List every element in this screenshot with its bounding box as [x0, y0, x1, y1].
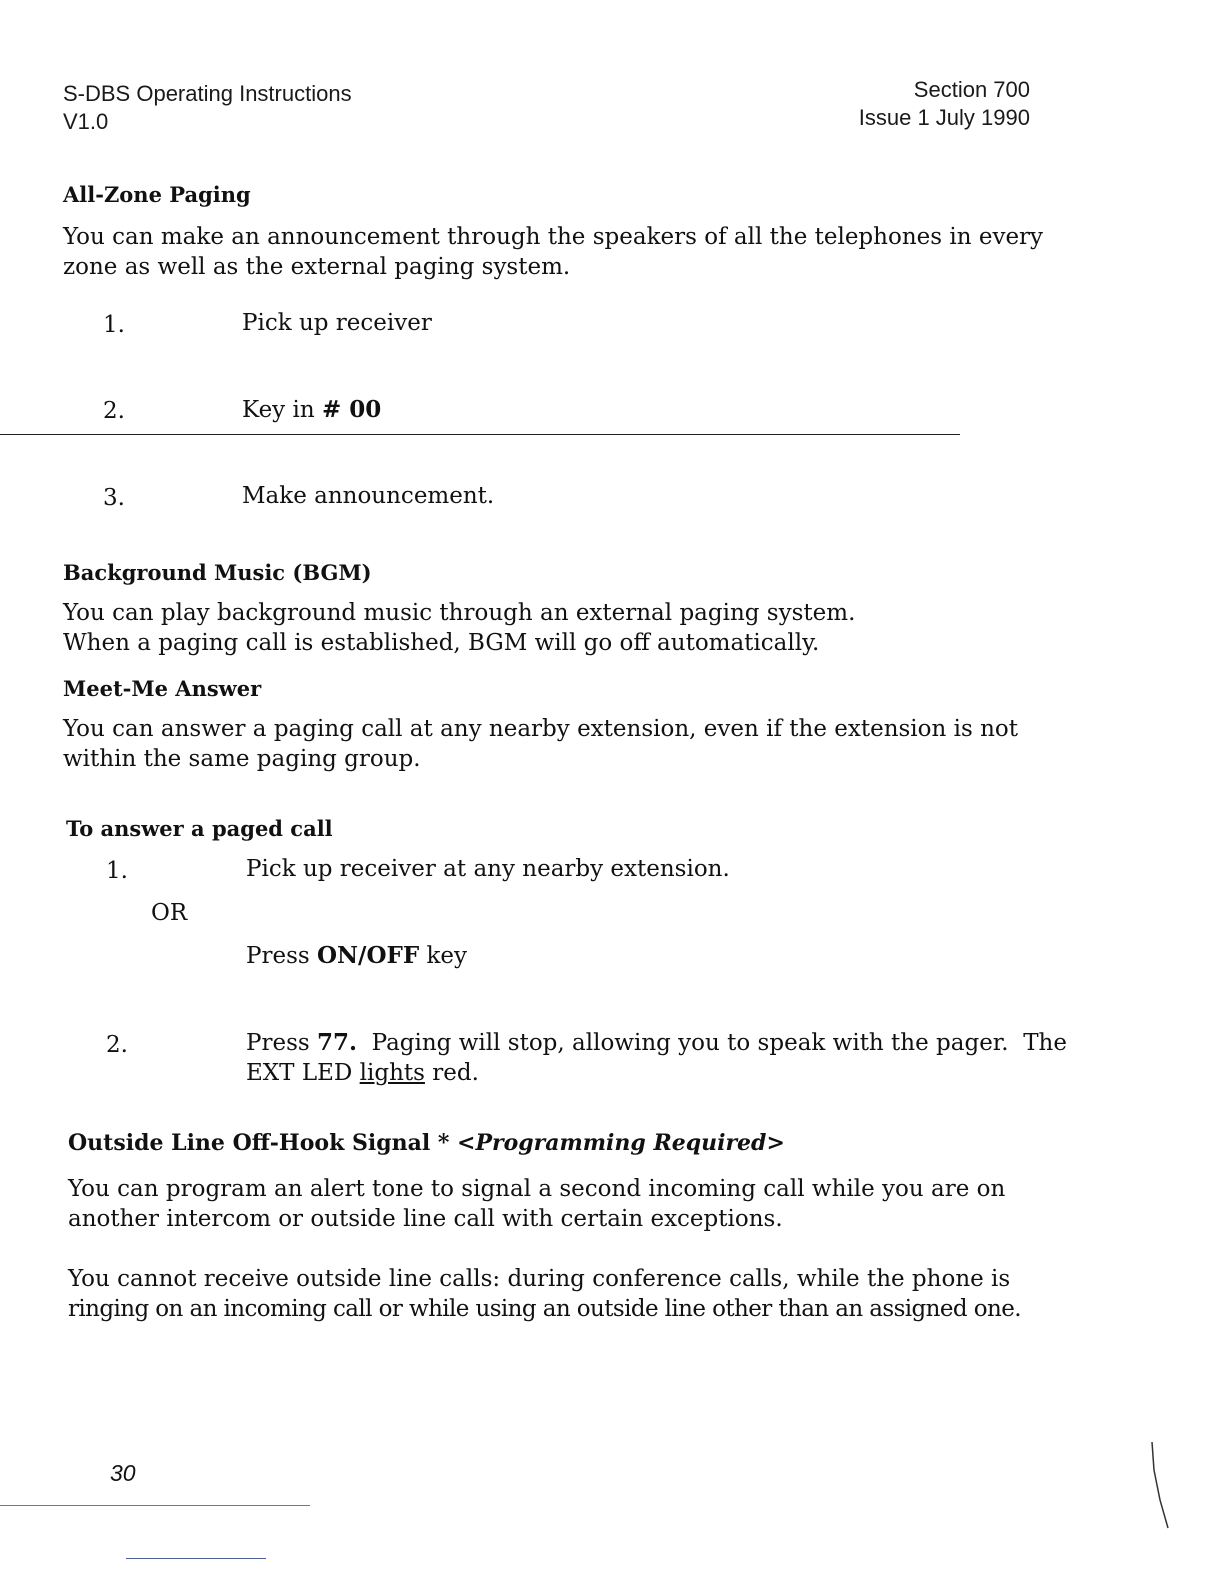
heading-off-hook-signal: Outside Line Off-Hook Signal * <Programming Required> [68, 1130, 785, 1156]
issue-date: Issue 1 July 1990 [858, 105, 1030, 130]
off-hook-description: You can program an alert tone to signal a second incoming call while you are on another intercom or outside line call with certain exceptions. [68, 1176, 1006, 1232]
off-hook-exceptions: You cannot receive outside line calls: during conference calls, while the phone is ringing on an incoming call or while using an outside line other than an assigned one. [68, 1266, 1021, 1322]
step-text: Make announcement. [242, 483, 495, 509]
page-number: 30 [110, 1460, 136, 1486]
header-right [859, 76, 1030, 132]
dial-code: 77. [317, 1029, 358, 1056]
programming-note: <Programming Required> [457, 1130, 785, 1156]
scan-mark [1146, 1440, 1176, 1530]
all-zone-description: You can make an announcement through the speakers of all the telephones in every zone as well as the external paging system. [63, 224, 1044, 280]
step-text: Press 77. Paging will stop, allowing you to speak with the pager. The EXT LED lights red. [246, 1029, 1067, 1086]
key-name: ON/OFF [317, 942, 420, 969]
step-text: Pick up receiver [242, 310, 432, 336]
heading-answer-paged-call: To answer a paged call [66, 816, 333, 841]
or-label: OR [151, 900, 188, 926]
step-number: 1. [103, 312, 125, 338]
heading-background-music: Background Music (BGM) [63, 560, 372, 585]
step-text: Press ON/OFF key [246, 942, 468, 969]
doc-version: V1.0 [63, 109, 109, 134]
header-left [63, 80, 352, 136]
doc-title: S-DBS Operating Instructions [63, 81, 352, 106]
step-number: 2. [106, 1032, 128, 1058]
horizontal-rule [0, 434, 960, 435]
step-number: 3. [103, 485, 125, 511]
step-text: Key in # 00 [242, 396, 382, 423]
step-number: 1. [106, 858, 128, 884]
bgm-description: You can play background music through an external paging system. When a paging call is established, BGM will go off automatically. [63, 600, 856, 656]
meet-me-description: You can answer a paging call at any nearby extension, even if the extension is not within the same paging group. [63, 716, 1019, 772]
step-text: Pick up receiver at any nearby extension. [246, 856, 730, 882]
heading-meet-me-answer: Meet-Me Answer [63, 676, 262, 701]
dial-code: # 00 [321, 396, 382, 423]
underlined-word: lights [359, 1060, 425, 1086]
bottom-accent-line [126, 1558, 266, 1559]
step-number: 2. [103, 398, 125, 424]
heading-all-zone-paging: All-Zone Paging [63, 182, 251, 207]
section-number: Section 700 [913, 77, 1030, 102]
footer-rule [0, 1505, 310, 1506]
